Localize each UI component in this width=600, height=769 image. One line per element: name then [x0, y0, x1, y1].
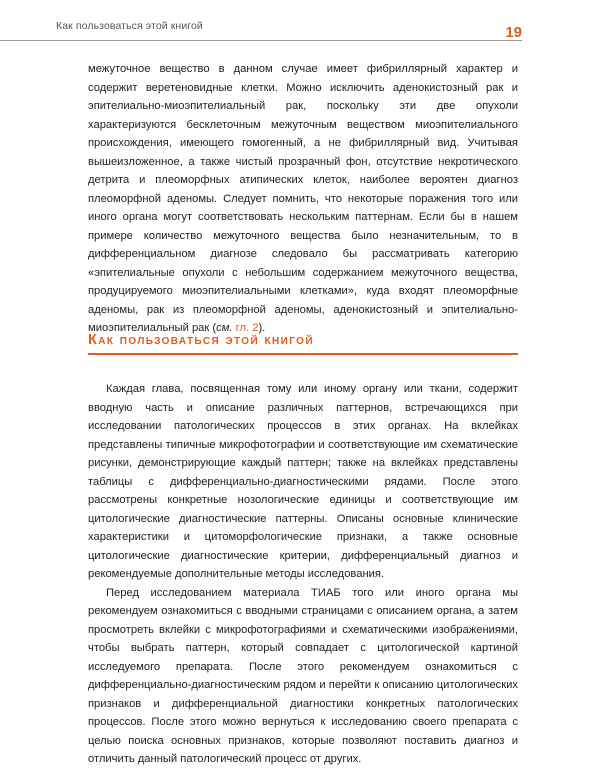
see-label: см.: [216, 322, 233, 334]
paragraph-closing: ).: [258, 322, 266, 334]
running-head: Как пользоваться этой книгой: [56, 20, 203, 32]
section-paragraph-2: Перед исследованием материала ТИАБ того или иного органа мы рекомендуем ознакомиться с вводными страницами с описанием органа, а затем просмотреть вклейки с микрофотографиями и схематическими изображениями, чтобы выбрать паттерн, который совпадает с цитологической картиной исследуемого препарата. После этого рекомендуем ознакомиться с дифференциально-диагностическим рядом и перейти к описанию цитологических признаков и дифференциальной диагностики конкретных патологических процессов. После этого можно вернуться к исследованию своего препарата с целью поиска основных признаков, которые позволяют поставить диагноз и отличить данный патологический процесс от других.: [88, 586, 518, 765]
section-heading: [88, 332, 518, 355]
section-body: [88, 380, 518, 769]
section-title: Как пользоваться этой книгой: [88, 332, 314, 348]
section-divider: [88, 353, 518, 355]
page-header: [0, 0, 600, 45]
continued-paragraph-text: межуточное вещество в данном случае имеет фибриллярный характер и содержит веретеновидные клетки. Можно исключить аденокистозный рак и эпителиально-миоэпителиальный рак, поскольку эти две опухоли характеризуются бесклеточным межуточным веществом миоэпителиального происхождения, имеющего гомогенный, а не фибриллярный вид. Учитывая вышеизложенное, а также чистый прозрачный фон, отсутствие некротического детрита и плеоморфных атипических клеток, наиболее вероятен диагноз плеоморфной аденомы. Следует помнить, что некоторые поражения того или иного органа могут соответствовать нескольким паттернам. Если бы в нашем примере количество межуточного вещества было незначительным, то в дифференциальном диагнозе следовало бы рассматривать категорию «эпителиальные опухоли с небольшим содержанием межуточного вещества, продуцируемого миоэпителиальными клетками», куда входят плеоморфные аденомы, рак из плеоморфной аденомы, аденокистозный и эпителиально-миоэпителиальный рак (: [88, 63, 518, 334]
chapter-reference-link[interactable]: гл. 2: [235, 322, 259, 334]
continued-paragraph-block: [88, 60, 518, 338]
continued-paragraph: [88, 60, 518, 338]
header-divider: [0, 40, 522, 41]
section-paragraph-1: Каждая глава, посвященная тому или иному органу или ткани, содержит вводную часть и описание различных паттернов, встречающихся при исследовании патологических процессов в этих органах. На вклейках представлены типичные микрофотографии и соответствующие им схематические рисунки, демонстрирующие каждый паттерн; также на вклейках представлены таблицы с дифференциально-диагностическими рядами. После этого рассмотрены конкретные нозологические единицы и соответствующие им цитологические диагностические паттерны. Описаны основные клинические характеристики и цитоморфологические признаки, а также основные цитологические диагностические критерии, дифференциальный диагноз и рекомендуемые дополнительные методы исследования.: [88, 383, 518, 580]
page-number: 19: [505, 24, 522, 41]
